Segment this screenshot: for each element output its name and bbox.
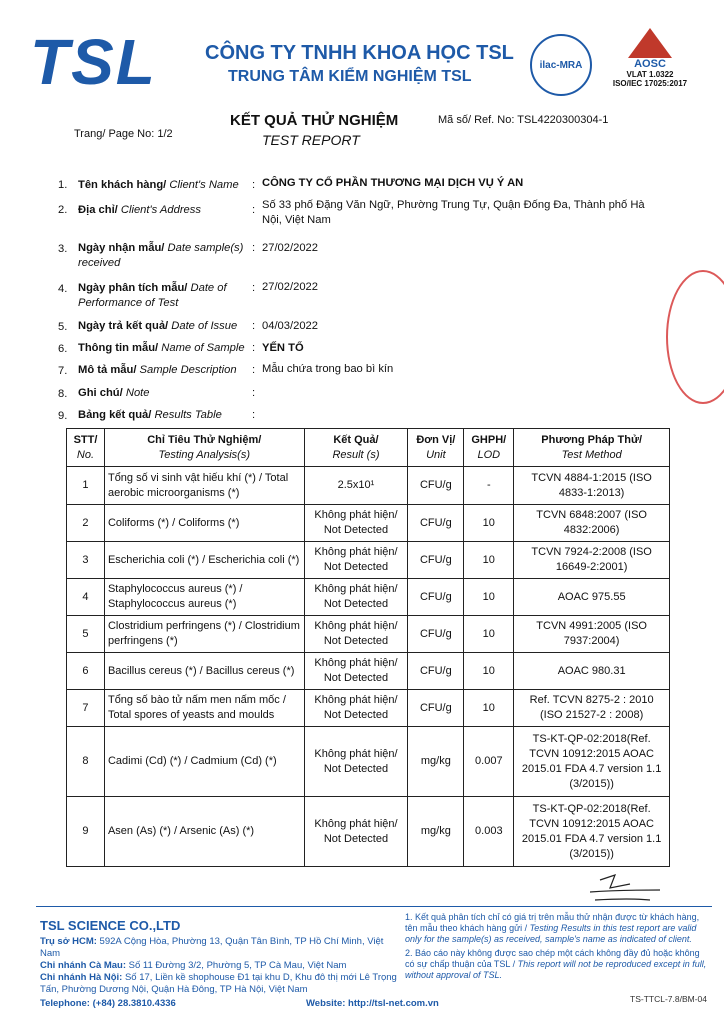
- tsl-logo: TSL: [30, 26, 157, 98]
- ilac-mra-logo: ilac-MRA: [530, 34, 592, 96]
- sample-name: YẾN TỔ: [262, 342, 304, 354]
- center-name: TRUNG TÂM KIỂM NGHIỆM TSL: [228, 68, 472, 85]
- sample-description: Mẫu chứa trong bao bì kín: [262, 363, 394, 375]
- table-row: 3 Escherichia coli (*) / Escherichia coli (*) Không phát hiện/ Not Detected CFU/g 10 TCVN 7924-2:2008 (ISO 16649-2:2001): [67, 542, 670, 579]
- footer-divider: [36, 906, 712, 907]
- footer-website[interactable]: Website: http://tsl-net.com.vn: [306, 998, 439, 1009]
- col-result: Kết Quả/ Result (s): [304, 429, 408, 467]
- iso-standard: ISO/IEC 17025:2017: [612, 79, 688, 88]
- table-row: 4 Staphylococcus aureus (*) / Staphylococcus aureus (*) Không phát hiện/ Not Detected CFU/g 10 AOAC 975.55: [67, 579, 670, 616]
- report-title-en: TEST REPORT: [262, 132, 360, 148]
- footer-notes: 1. Kết quả phân tích chỉ có giá trị trên mẫu thử nhận được từ khách hàng, tên mẫu theo khách hàng gửi / Testing Results in this test report are valid only for the sample(s) as received, sample's name as indicated of client. 2. Báo cáo này không được sao chép một cách không đầy đủ hoặc không có sự chấp thuận của TSL / This report will not be reproduced except in full, without approval of TSL.: [405, 912, 707, 980]
- footer-telephone: Telephone: (+84) 28.3810.4336: [40, 998, 176, 1009]
- client-name: CÔNG TY CỔ PHẦN THƯƠNG MẠI DỊCH VỤ Ý AN: [262, 177, 524, 189]
- date-of-issue: 04/03/2022: [262, 320, 318, 332]
- page-number: Trang/ Page No: 1/2: [74, 128, 173, 140]
- table-row: 2 Coliforms (*) / Coliforms (*) Không phát hiện/ Not Detected CFU/g 10 TCVN 6848:2007 (ISO 4832:2006): [67, 505, 670, 542]
- table-row: 6 Bacillus cereus (*) / Bacillus cereus (*) Không phát hiện/ Not Detected CFU/g 10 AOAC 980.31: [67, 653, 670, 690]
- reference-number: Mã số/ Ref. No: TSL4220300304-1: [438, 114, 609, 126]
- report-title-vn: KẾT QUẢ THỬ NGHIỆM: [230, 112, 399, 129]
- results-table: [66, 428, 670, 867]
- footer-company: TSL SCIENCE CO.,LTD: [40, 918, 181, 933]
- table-row: 9 Asen (As) (*) / Arsenic (As) (*) Không phát hiện/ Not Detected mg/kg 0.003 TS-KT-QP-02:2018(Ref. TCVN 10912:2015 AOAC 2015.01 FDA 4.7 version 1.1 (3/2015)): [67, 797, 670, 867]
- table-header-row: [67, 429, 670, 467]
- red-stamp-seal: [666, 270, 724, 404]
- signature-mark: [560, 870, 670, 910]
- col-lod: GHPH/ LOD: [464, 429, 514, 467]
- table-row: 1 Tổng số vi sinh vật hiếu khí (*) / Total aerobic microorganisms (*) 2.5x10¹ CFU/g - TCVN 4884-1:2015 (ISO 4833-1:2013): [67, 467, 670, 505]
- aosc-label: AOSC: [634, 58, 666, 70]
- client-address: Số 33 phố Đặng Văn Ngữ, Phường Trung Tự, Quận Đống Đa, Thành phố Hà Nội, Việt Nam: [262, 199, 645, 226]
- form-code: TS-TTCL-7.8/BM-04: [630, 994, 707, 1004]
- footer-addresses: Trụ sở HCM: 592A Cộng Hòa, Phường 13, Quận Tân Bình, TP Hồ Chí Minh, Việt Nam Chi nhánh Cà Mau: Số 11 Đường 3/2, Phường 5, TP Cà Mau, Việt Nam Chi nhánh Hà Nội: Số 17, Liền kề shophouse Đ1 tại khu D, Khu đô thị mới Lê Trọng Tấn, Phường Dương Nội, Quận Hà Đông, TP Hà Nội, Việt Nam: [40, 936, 397, 995]
- col-unit: Đơn Vị/ Unit: [408, 429, 464, 467]
- col-analysis: Chỉ Tiêu Thử Nghiệm/ Testing Analysis(s): [104, 429, 304, 467]
- table-row: 5 Clostridium perfringens (*) / Clostridium perfringens (*) Không phát hiện/ Not Detected CFU/g 10 TCVN 4991:2005 (ISO 7937:2004): [67, 616, 670, 653]
- date-of-test: 27/02/2022: [262, 281, 318, 293]
- col-method: Phương Pháp Thử/ Test Method: [514, 429, 670, 467]
- vilat-code: VLAT 1.0322: [626, 70, 674, 79]
- table-row: 7 Tổng số bào tử nấm men nấm mốc / Total spores of yeasts and moulds Không phát hiện/ Not Detected CFU/g 10 Ref. TCVN 8275-2 : 2010 (ISO 21527-2 : 2008): [67, 690, 670, 727]
- company-name: CÔNG TY TNHH KHOA HỌC TSL: [205, 42, 514, 64]
- aosc-accreditation-logo: [605, 28, 695, 88]
- aosc-triangle-icon: [628, 28, 672, 58]
- table-row: 8 Cadimi (Cd) (*) / Cadmium (Cd) (*) Không phát hiện/ Not Detected mg/kg 0.007 TS-KT-QP-02:2018(Ref. TCVN 10912:2015 AOAC 2015.01 FDA 4.7 version 1.1 (3/2015)): [67, 727, 670, 797]
- date-received: 27/02/2022: [262, 242, 318, 254]
- col-stt: STT/ No.: [67, 429, 105, 467]
